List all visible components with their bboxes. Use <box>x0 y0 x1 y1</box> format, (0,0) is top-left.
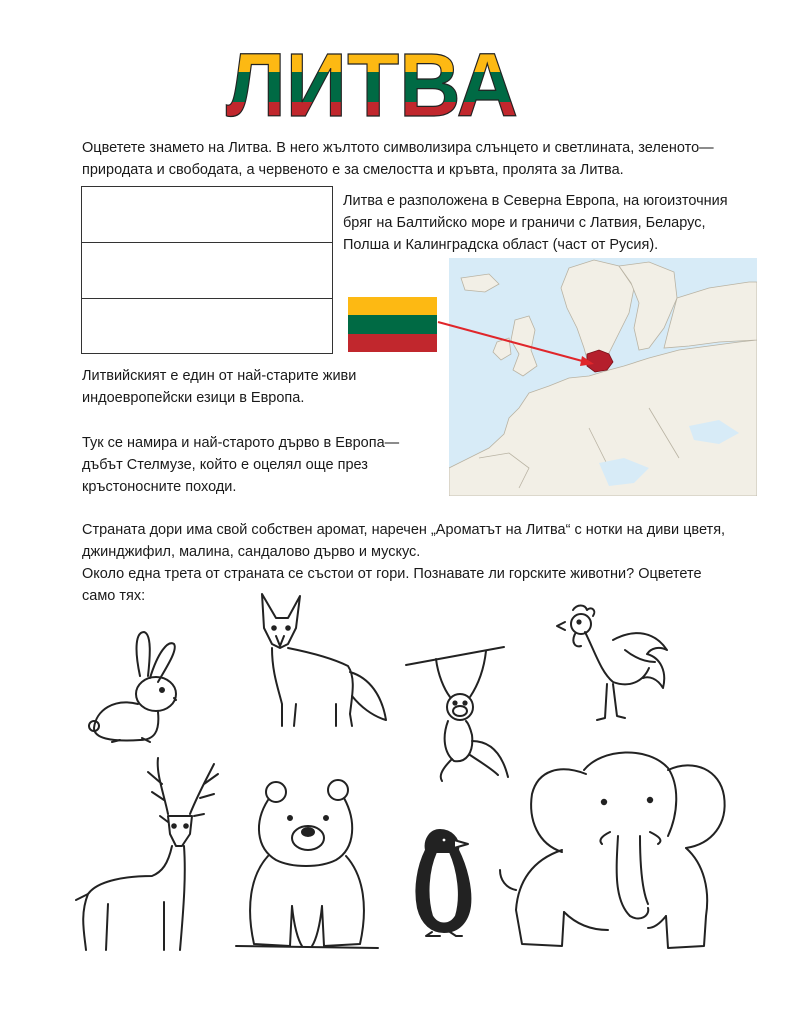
tree-text: Тук се намира и най-старото дърво в Европа—дъбът Стелмузе, който е оцелял още през кръстоносните походи. <box>82 435 400 495</box>
rooster-icon[interactable] <box>555 602 673 726</box>
flag-stripe-middle[interactable] <box>82 243 332 299</box>
lithuania-flag <box>348 297 437 352</box>
coloring-flag-outline[interactable] <box>81 186 333 354</box>
penguin-icon[interactable] <box>410 826 482 938</box>
flag-stripe-bottom[interactable] <box>82 299 332 355</box>
title-text: ЛИТВА <box>226 44 518 122</box>
intro-text: Оцветете знамето на Литва. В него жълтото символизира слънцето и светлината, зеленото—природата и свободата, а червеното е за смелостта и кръвта, пролята за Литва. <box>82 140 714 178</box>
forest-text: Около една трета от страната се състои от гори. Познавате ли горските животни? Оцветете само тях: <box>82 566 702 604</box>
language-text: Литвийският е един от най-старите живи индоевропейски езици в Европа. <box>82 368 357 406</box>
page-title <box>222 44 522 122</box>
aroma-text: Страната дори има свой собствен аромат, наречен „Ароматът на Литва“ с нотки на диви цветя, джинджифил, малина, сандалово дърво и мускус. <box>82 522 726 560</box>
flag-stripe-top[interactable] <box>82 187 332 243</box>
location-text: Литва е разположена в Северна Европа, на югоизточния бряг на Балтийско море и граничи с Латвия, Беларус, Полша и Калинградска област (част от Русия). <box>343 193 728 253</box>
elephant-icon[interactable] <box>498 740 734 954</box>
bear-icon[interactable] <box>232 776 382 952</box>
deer-icon[interactable] <box>72 754 222 954</box>
arrow-icon <box>436 318 606 368</box>
europe-map <box>449 258 757 496</box>
fox-icon[interactable] <box>252 592 392 732</box>
rabbit-icon[interactable] <box>80 628 190 744</box>
